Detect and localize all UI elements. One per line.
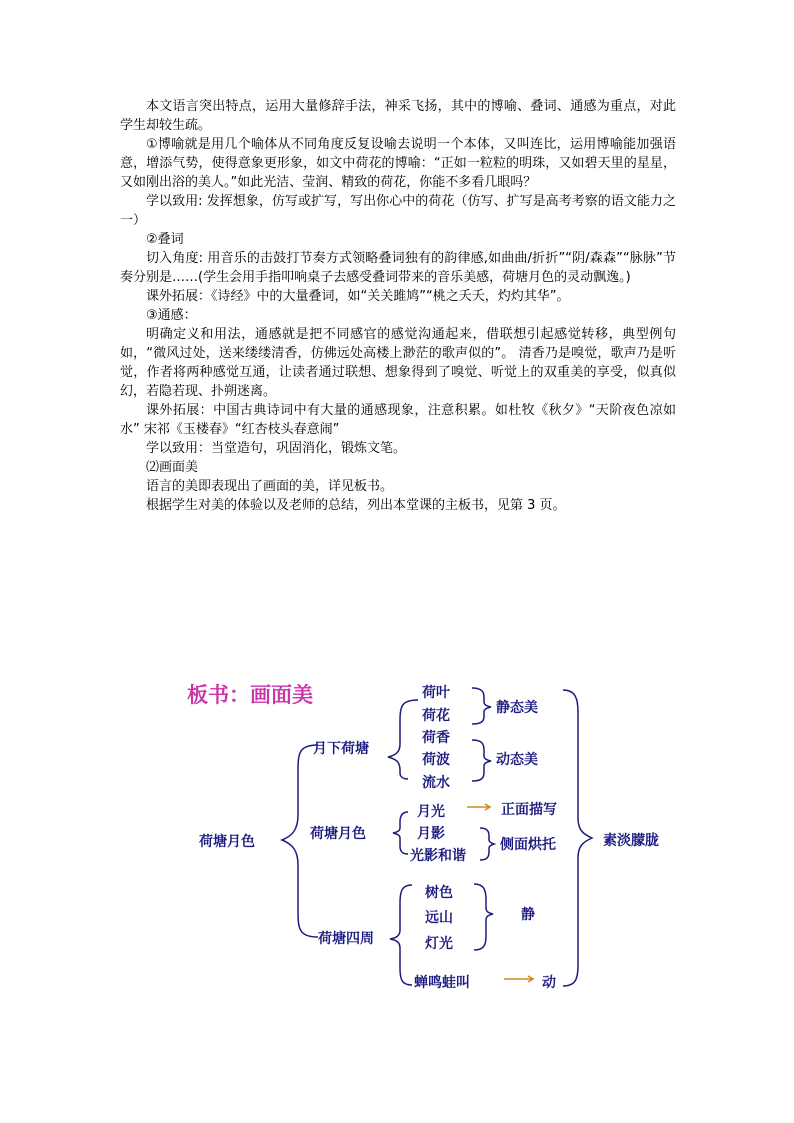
item-light-shadow-harmony: 光影和谐 xyxy=(410,848,466,864)
paragraph-dieci-extension: 课外拓展：《诗经》中的大量叠词，如“关关雎鸠”“桃之夭夭，灼灼其华”。 xyxy=(146,289,570,304)
item-tree-color: 树色 xyxy=(425,885,453,901)
conclusion-brace xyxy=(563,690,592,986)
item-moon-shadow: 月影 xyxy=(417,826,445,842)
section-moonlit-pond-brace xyxy=(388,700,418,779)
item-cicadas-frogs: 蝉鸣蛙叫 xyxy=(414,975,470,991)
summary-direct-description: 正面描写 xyxy=(501,802,557,818)
summary-dynamic-beauty: 动态美 xyxy=(496,752,538,768)
paragraph-tonggan-heading: ③通感： xyxy=(146,308,197,323)
paragraph-boyu: ①博喻就是用几个喻体从不同角度反复设喻去说明一个本体，又叫连比，运用博喻能加强语意，增添气势，使得意象更形象，如文中荷花的博喻：“正如一粒粒的明珠，又如碧天里的星星，又如刚出浴的美人。”如此光洁、莹润、精致的荷花，你能不多看几眼吗？ xyxy=(120,137,676,190)
item-distant-mountains: 远山 xyxy=(425,910,453,926)
section-pond-moonlight-brace xyxy=(393,812,408,854)
indirect-brace xyxy=(480,828,494,860)
item-moonlight: 月光 xyxy=(417,804,445,820)
conclusion-node: 素淡朦胧 xyxy=(603,833,659,849)
item-lotus-flower: 荷花 xyxy=(422,708,450,724)
item-lotus-fragrance: 荷香 xyxy=(422,730,450,746)
paragraph-huamian-desc: 语言的美即表现出了画面的美，详见板书。 xyxy=(146,479,394,494)
paragraph-tonggan-extension: 课外拓展：中国古典诗词中有大量的通感现象，注意积累。如杜牧《秋夕》“天阶夜色凉如水” 宋祁《玉楼春》“红杏枝头春意闹” xyxy=(120,403,676,437)
dynamic-brace xyxy=(472,740,491,781)
quiet-brace xyxy=(474,884,493,950)
summary-static-beauty: 静态美 xyxy=(496,700,538,716)
paragraph-huamian-heading: ⑵画面美 xyxy=(146,460,199,475)
summary-quiet: 静 xyxy=(521,907,535,923)
section-pond-moonlight: 荷塘月色 xyxy=(310,826,366,842)
section-pond-surroundings-brace xyxy=(390,885,412,985)
paragraph-boyu-practice: 学以致用: 发挥想象，仿写或扩写，写出你心中的荷花（仿写、扩写是高考考察的语文能力之一） xyxy=(120,194,676,228)
root-node: 荷塘月色 xyxy=(199,834,255,850)
summary-movement: 动 xyxy=(542,975,556,991)
board-title: 板书：画面美 xyxy=(187,682,313,707)
paragraph-dieci-heading: ②叠词 xyxy=(146,232,184,247)
paragraph-tonggan-practice: 学以致用：当堂造句，巩固消化，锻炼文笔。 xyxy=(146,441,407,456)
paragraph-intro: 本文语言突出特点，运用大量修辞手法，神采飞扬，其中的博喻、叠词、通感为重点，对此学生却较生疏。 xyxy=(120,99,676,133)
summary-indirect-contrast: 侧面烘托 xyxy=(500,837,556,853)
paragraph-tonggan-definition: 明确定义和用法，通感就是把不同感官的感觉沟通起来，借联想引起感觉转移，典型例句如，“微风过处，送来缕缕清香，仿佛远处高楼上渺茫的歌声似的”。 清香乃是嗅觉，歌声乃是听觉，作者将两种感觉互通，让读者通过联想、想象得到了嗅觉、听觉上的双重美的享受，似真似幻，若隐若现、扑朔迷离。 xyxy=(120,327,676,399)
item-lotus-waves: 荷波 xyxy=(422,752,450,768)
paragraph-board-note: 根据学生对美的体验以及老师的总结，列出本堂课的主板书，见第 3 页。 xyxy=(146,498,566,513)
item-flowing-water: 流水 xyxy=(422,775,450,791)
section-pond-surroundings: 荷塘四周 xyxy=(318,931,374,947)
item-lotus-leaf: 荷叶 xyxy=(422,685,450,701)
static-brace xyxy=(472,688,491,724)
section-moonlit-pond: 月下荷塘 xyxy=(313,741,369,757)
item-lamplight: 灯光 xyxy=(425,936,453,952)
paragraph-dieci-angle: 切入角度: 用音乐的击鼓打节奏方式领略叠词独有的韵律感,如曲曲/折折”“阴/森森”“脉脉”节奏分别是……(学生会用手指叩响桌子去感受叠词带来的音乐美感，荷塘月色的灵动飘逸。) xyxy=(120,251,676,285)
